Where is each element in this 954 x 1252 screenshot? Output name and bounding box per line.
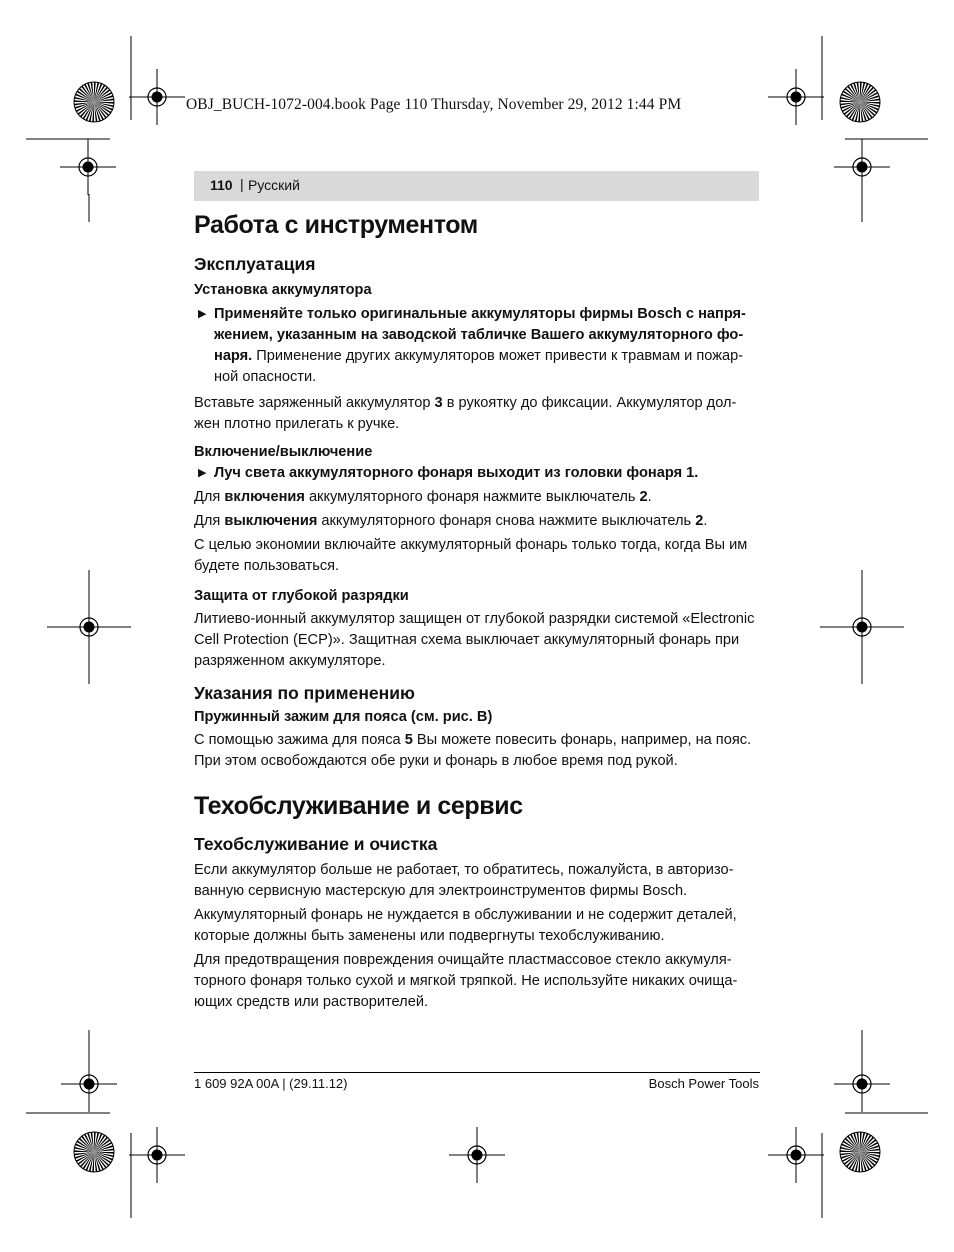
switch-off-number: 2 — [695, 513, 704, 529]
battery-insert-text: Вставьте заряженный аккумулятор — [194, 395, 435, 411]
print-info-line: OBJ_BUCH-1072-004.book Page 110 Thursday, November 29, 2012 1:44 PM — [186, 96, 682, 113]
header-language: Русский — [248, 177, 300, 193]
switch-on-paragraph — [194, 487, 760, 508]
battery-insert-paragraph — [194, 393, 760, 435]
switch-on-text-c: аккумуляторного фонаря нажмите выключатель — [304, 489, 640, 505]
crosshair-dot — [857, 1079, 868, 1090]
switch-off-period: . — [703, 513, 708, 529]
switch-on-bold: включения — [224, 489, 305, 505]
heading-battery-install: Установка аккумулятора — [194, 282, 372, 298]
battery-insert-rest: в рукоятку до фиксации. Аккумулятор дол-жен плотно прилегать к ручке. — [194, 395, 737, 432]
belt-clip-text-a: С помощью зажима для пояса — [194, 732, 405, 748]
belt-clip-paragraph — [194, 730, 760, 772]
bullet-triangle-icon: ▶ — [198, 308, 207, 320]
light-beam-bold: Луч света аккумуляторного фонаря выходит из головки фонаря 1. — [214, 465, 699, 481]
bullet-triangle-icon: ▶ — [198, 467, 207, 479]
battery-warning-text: Применение других аккумуляторов может привести к травмам и пожар-ной опасности. — [214, 348, 744, 385]
maintenance-paragraph-2: Аккумуляторный фонарь не нуждается в обслуживании и не содержит деталей, которые должны быть заменены или подвергнуты техобслуживанию. — [194, 907, 737, 944]
switch-on-text-a: Для — [194, 489, 225, 505]
bullet-light-beam — [194, 463, 760, 484]
maintenance-paragraph-1: Если аккумулятор больше не работает, то обратитесь, пожалуйста, в авторизо-ванную сервисную мастерскую для электроинструментов фирмы Bosch. — [194, 862, 734, 899]
crosshair-dot — [791, 1150, 802, 1161]
subheading-maintenance-cleaning: Техобслуживание и очистка — [194, 834, 438, 854]
energy-saving-paragraph: С целью экономии включайте аккумуляторный фонарь только тогда, когда Вы им будете пользоваться. — [194, 537, 748, 574]
deep-discharge-paragraph: Литиево-ионный аккумулятор защищен от глубокой разрядки системой «Electronic Cell Protection (ECP)». Защитная схема выключает аккумуляторный фонарь при разряженном аккумуляторе. — [194, 611, 755, 669]
crosshair-dot — [791, 92, 802, 103]
section-title-operation: Работа с инструментом — [194, 211, 478, 239]
battery-number: 3 — [434, 395, 443, 411]
page-number: 110 — [210, 177, 233, 193]
crosshair-dot — [472, 1150, 483, 1161]
heading-on-off: Включение/выключение — [194, 444, 373, 460]
switch-off-bold: выключения — [224, 513, 318, 529]
crosshair-dot — [84, 622, 95, 633]
battery-warning-bold: Применяйте только оригинальные аккумуляторы фирмы Bosch с напря-жением, указанным на заводской табличке Вашего аккумуляторного фо-наря. — [214, 306, 746, 364]
switch-on-period: . — [647, 489, 652, 505]
footer-rule — [194, 1072, 760, 1073]
switch-off-text-c: аккумуляторного фонаря снова нажмите выключатель — [317, 513, 696, 529]
crosshair-dot — [84, 1079, 95, 1090]
crosshair-dot — [857, 162, 868, 173]
crosshair-dot — [152, 1150, 163, 1161]
switch-off-text-a: Для — [194, 513, 225, 529]
page-content — [194, 205, 760, 1013]
crosshair-dot — [83, 162, 94, 173]
subheading-application-tips: Указания по применению — [194, 683, 415, 703]
section-title-maintenance: Техобслуживание и сервис — [194, 792, 523, 820]
page-header-bar — [194, 171, 759, 201]
switch-on-number: 2 — [639, 489, 648, 505]
subheading-usage: Эксплуатация — [194, 254, 316, 274]
crosshair-dot — [152, 92, 163, 103]
belt-clip-number: 5 — [404, 732, 413, 748]
switch-off-paragraph — [194, 511, 760, 532]
bullet-battery-warning — [194, 304, 760, 388]
header-separator: | — [240, 176, 244, 192]
belt-clip-text-c: Вы можете повесить фонарь, например, на пояс. При этом освобождаются обе руки и фонарь в любое время под рукой. — [194, 732, 752, 769]
crosshair-dot — [857, 622, 868, 633]
maintenance-paragraph-3: Для предотвращения повреждения очищайте пластмассовое стекло аккумуля-торного фонаря только сухой и мягкой тряпкой. Не используйте никаких очища-ющих средств или растворителей. — [194, 952, 738, 1010]
heading-belt-clip: Пружинный зажим для пояса (см. рис. B) — [194, 709, 493, 725]
footer-document-number: 1 609 92A 00A | (29.11.12) — [194, 1076, 348, 1091]
heading-deep-discharge: Защита от глубокой разрядки — [194, 588, 409, 604]
footer-brand: Bosch Power Tools — [648, 1076, 759, 1091]
